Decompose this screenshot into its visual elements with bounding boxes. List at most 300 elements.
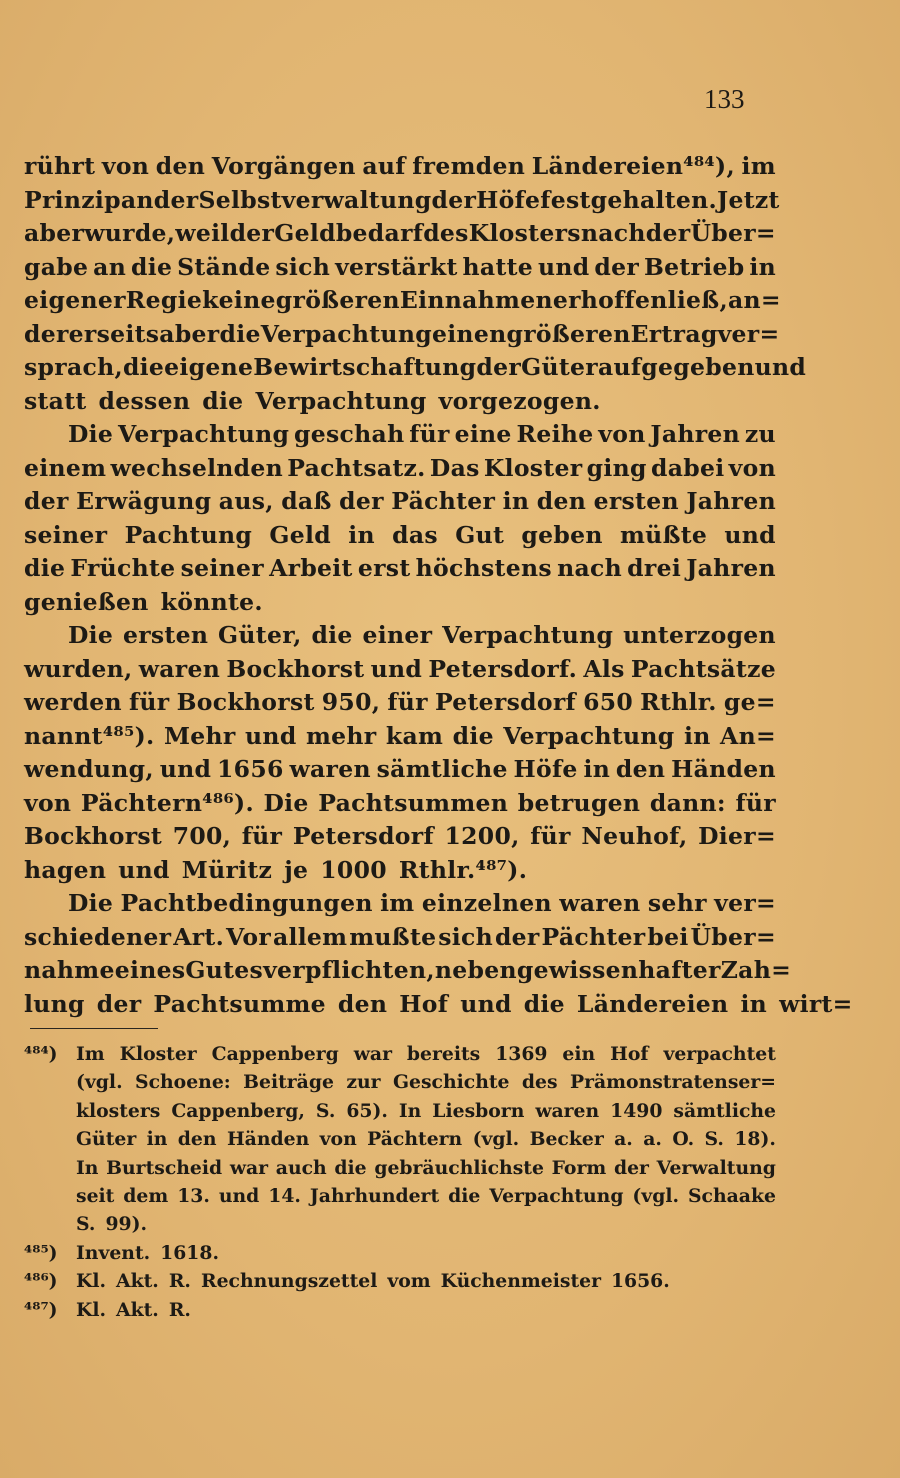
word: Das xyxy=(429,453,480,482)
word: der xyxy=(494,922,540,951)
word: Verpachtung xyxy=(260,319,432,348)
word: 13. xyxy=(177,1184,210,1207)
word: größeren xyxy=(275,286,400,314)
word: die xyxy=(334,1156,367,1179)
word: und xyxy=(118,855,170,884)
word: Rechnungszettel xyxy=(200,1270,378,1293)
text-line xyxy=(24,217,776,251)
word: aber xyxy=(24,219,85,247)
word: ging xyxy=(586,453,647,482)
word: Vorgängen xyxy=(211,152,356,180)
word: klosters xyxy=(76,1099,161,1122)
footnote-text xyxy=(76,1267,776,1295)
word: weil xyxy=(175,219,230,247)
word: Kl. xyxy=(76,1298,106,1321)
text-line xyxy=(24,753,776,787)
word: die xyxy=(131,252,173,281)
word: keine xyxy=(202,286,276,314)
word: Hof xyxy=(399,989,449,1018)
word: Ertrag xyxy=(630,319,718,348)
word: dabei xyxy=(650,453,725,482)
text-line xyxy=(24,284,781,318)
word: und xyxy=(754,353,807,381)
footnote-line xyxy=(24,1239,776,1267)
word: den xyxy=(177,1128,217,1151)
word: im xyxy=(741,152,776,180)
word: Stände xyxy=(177,252,271,281)
word: je xyxy=(284,855,309,884)
word: Cappenberg, xyxy=(171,1099,305,1122)
word: festgehalten. xyxy=(540,185,718,214)
word: Burtscheid xyxy=(106,1156,223,1179)
word: bereits xyxy=(406,1043,481,1065)
word: den xyxy=(536,487,587,515)
text-line xyxy=(24,251,776,285)
word: Jahrhundert xyxy=(309,1184,440,1207)
word: (vgl. xyxy=(472,1128,520,1151)
word: Rthlr.⁴⁸⁷). xyxy=(398,855,528,884)
word: Händen xyxy=(671,755,776,783)
word: Ländereien xyxy=(576,989,729,1018)
word: statt xyxy=(24,386,87,415)
word: Güter, xyxy=(218,621,302,649)
word: eine xyxy=(454,420,512,448)
word: Petersdorf xyxy=(292,822,434,850)
word: des xyxy=(423,219,469,247)
text-line xyxy=(24,150,776,184)
word: mehr xyxy=(306,721,377,750)
word: S. xyxy=(76,1213,96,1236)
word: erst xyxy=(357,554,411,582)
word: Prämonstratenser= xyxy=(569,1071,776,1094)
footnote-line xyxy=(24,1182,776,1210)
word: könnte. xyxy=(160,587,263,616)
word: die xyxy=(202,386,244,415)
footnote-text xyxy=(76,1040,776,1068)
word: nannt⁴⁸⁵). xyxy=(24,721,155,750)
text-line xyxy=(24,586,776,620)
word: 650 xyxy=(583,688,634,716)
footnote-marker: ⁴⁸⁷) xyxy=(24,1298,58,1321)
word: die xyxy=(448,1184,481,1207)
footnote-text xyxy=(76,1210,776,1238)
word: sich xyxy=(438,922,494,951)
word: seiner xyxy=(180,554,264,582)
word: Reihe xyxy=(516,420,594,448)
word: 99). xyxy=(105,1213,147,1236)
word: Kl. xyxy=(76,1270,106,1293)
word: allem xyxy=(272,922,348,951)
word: waren xyxy=(559,889,641,917)
word: wechselnden xyxy=(110,453,284,482)
word: Pachtsatz. xyxy=(287,453,426,482)
word: dessen xyxy=(98,386,191,415)
word: der xyxy=(613,1156,649,1179)
word: sprach, xyxy=(24,353,123,381)
word: wurden, xyxy=(24,654,133,683)
footnote-line xyxy=(24,1296,776,1324)
text-line xyxy=(24,385,776,419)
word: und xyxy=(460,989,512,1018)
word: gabe xyxy=(24,252,89,281)
word: waren xyxy=(535,1099,600,1122)
word: Akt. xyxy=(116,1270,159,1293)
footnote-marker: ⁴⁸⁵) xyxy=(24,1241,58,1264)
word: wirt= xyxy=(779,989,853,1018)
word: eines xyxy=(114,956,186,984)
word: Regie xyxy=(125,286,203,314)
word: Bewirtschaftung xyxy=(253,353,477,381)
word: Früchte xyxy=(70,554,176,582)
word: in xyxy=(348,520,375,549)
text-line xyxy=(24,720,776,754)
word: a. xyxy=(614,1128,633,1151)
word: erhoffen xyxy=(552,286,668,314)
footnote-line xyxy=(24,1097,776,1125)
footnote-text xyxy=(76,1097,776,1125)
word: schiedener xyxy=(24,922,172,951)
word: Bockhorst xyxy=(226,654,365,683)
word: eigener xyxy=(24,286,126,314)
word: 14. xyxy=(268,1184,301,1207)
word: an xyxy=(120,185,154,214)
word: Selbstverwaltung xyxy=(198,185,432,214)
word: Verpachtung xyxy=(503,721,675,750)
footnote-line xyxy=(24,1068,776,1096)
word: in xyxy=(749,252,776,281)
word: Verwaltung xyxy=(656,1156,776,1179)
text-line xyxy=(24,452,776,486)
word: dann: xyxy=(649,788,726,817)
word: S. xyxy=(315,1099,336,1122)
word: der xyxy=(431,185,477,214)
word: Müritz xyxy=(181,855,273,884)
word: Im xyxy=(76,1043,105,1065)
text-line xyxy=(24,954,792,988)
word: Pachtbedingungen xyxy=(120,889,373,917)
word: Jahren xyxy=(686,554,776,582)
word: der xyxy=(96,989,142,1018)
footnote-separator xyxy=(30,1028,158,1029)
word: Die xyxy=(263,788,309,817)
word: seiner xyxy=(24,520,108,549)
word: nach xyxy=(580,219,646,247)
word: Verpachtung xyxy=(255,386,427,415)
word: verpflichten, xyxy=(263,956,435,984)
text-line xyxy=(24,485,776,519)
word: in xyxy=(740,989,768,1018)
word: Petersdorf. xyxy=(428,654,578,683)
word: für xyxy=(128,688,170,716)
word: fremden xyxy=(412,152,526,180)
footnote-text xyxy=(76,1125,776,1153)
word: Geschichte xyxy=(392,1071,510,1094)
word: aufgegeben xyxy=(597,353,755,381)
word: Zah= xyxy=(720,956,792,984)
word: und xyxy=(159,755,212,783)
word: seit xyxy=(76,1184,115,1207)
word: R. xyxy=(168,1298,191,1321)
word: betrugen xyxy=(517,788,641,817)
word: geben xyxy=(521,520,603,549)
word: den xyxy=(615,755,666,783)
word: Neuhof, xyxy=(581,822,688,850)
word: Schaake xyxy=(687,1184,776,1207)
word: 1656 xyxy=(217,755,284,783)
word: Gutes xyxy=(185,956,264,984)
word: Als xyxy=(583,654,625,683)
text-line xyxy=(24,787,776,821)
body-text xyxy=(24,150,853,1021)
word: Verpachtung xyxy=(489,1184,624,1207)
word: bei xyxy=(647,922,689,951)
word: sämtliche xyxy=(376,755,508,783)
page-number: 133 xyxy=(704,84,745,114)
word: war xyxy=(353,1043,392,1065)
word: gewissenhafter xyxy=(516,956,721,984)
word: vom xyxy=(387,1270,431,1293)
word: an= xyxy=(727,286,781,314)
word: Invent. xyxy=(76,1241,151,1264)
word: Art. xyxy=(173,922,225,951)
footnote-text xyxy=(76,1182,776,1210)
word: dererseits xyxy=(24,319,160,348)
word: R. xyxy=(168,1270,191,1293)
word: im xyxy=(380,889,415,917)
text-line xyxy=(24,418,776,452)
word: müßte xyxy=(620,520,708,549)
word: O. xyxy=(672,1128,695,1151)
footnote-line xyxy=(24,1040,776,1068)
word: neben xyxy=(434,956,517,984)
word: Über= xyxy=(690,922,776,951)
word: nach xyxy=(557,554,622,582)
word: ver= xyxy=(714,889,776,917)
word: Pächter xyxy=(391,487,496,515)
text-line xyxy=(24,887,776,921)
word: von xyxy=(24,788,72,817)
word: und xyxy=(370,654,423,683)
word: ersten xyxy=(593,487,679,515)
text-line xyxy=(24,552,776,586)
text-line xyxy=(24,921,776,955)
word: sehr xyxy=(647,889,707,917)
word: kam xyxy=(385,721,444,750)
word: größeren xyxy=(506,319,631,348)
word: Die xyxy=(68,420,114,448)
word: der xyxy=(476,353,522,381)
word: höchstens xyxy=(415,554,552,582)
word: mußte xyxy=(349,922,437,951)
word: Jahren xyxy=(650,420,741,448)
text-line xyxy=(24,519,776,553)
word: Pachtsumme xyxy=(153,989,326,1018)
word: die xyxy=(24,554,66,582)
word: Geld xyxy=(269,520,331,549)
word: verstärkt xyxy=(335,252,458,281)
word: an xyxy=(93,252,127,281)
word: der xyxy=(645,219,691,247)
text-line xyxy=(24,820,776,854)
word: ver= xyxy=(717,319,780,348)
word: Erwägung xyxy=(76,487,212,515)
word: In xyxy=(398,1099,422,1122)
word: der xyxy=(24,487,69,515)
footnote-line xyxy=(24,1154,776,1182)
word: für xyxy=(387,688,428,716)
word: dem xyxy=(123,1184,169,1207)
word: Prinzip xyxy=(24,185,121,214)
word: Becker xyxy=(529,1128,604,1151)
word: a. xyxy=(643,1128,662,1151)
word: 1369 xyxy=(495,1043,548,1065)
word: Die xyxy=(68,889,114,917)
word: war xyxy=(229,1156,269,1179)
word: die xyxy=(219,319,261,348)
word: hatte xyxy=(462,252,534,281)
word: 65). xyxy=(346,1099,388,1122)
word: Güter xyxy=(76,1128,137,1151)
word: 1200, xyxy=(444,822,520,850)
word: die xyxy=(523,989,565,1018)
word: hagen xyxy=(24,855,107,884)
word: ein xyxy=(562,1043,596,1065)
word: vorgezogen. xyxy=(438,386,601,415)
word: ersten xyxy=(122,621,209,649)
word: Cappenberg xyxy=(211,1043,339,1065)
word: Verpachtung xyxy=(117,420,290,448)
word: für xyxy=(735,788,776,817)
word: Ländereien⁴⁸⁴), xyxy=(531,152,735,180)
word: Über= xyxy=(690,219,776,247)
word: sich xyxy=(275,252,331,281)
word: 18). xyxy=(734,1128,776,1151)
word: der xyxy=(594,252,640,281)
word: zu xyxy=(744,420,776,448)
footnote-line xyxy=(24,1210,776,1238)
word: einer xyxy=(362,621,433,649)
word: einem xyxy=(24,453,107,482)
word: Jahren xyxy=(686,487,776,515)
word: Pächter xyxy=(541,922,646,951)
word: Beiträge xyxy=(243,1071,334,1094)
word: 1000 xyxy=(320,855,387,884)
word: Einnahmen xyxy=(399,286,553,314)
word: Gut xyxy=(455,520,505,549)
footnote-marker: ⁴⁸⁴) xyxy=(24,1043,58,1065)
word: Arbeit xyxy=(269,554,353,582)
word: In xyxy=(76,1156,99,1179)
word: Güter xyxy=(521,353,598,381)
word: einzelnen xyxy=(421,889,552,917)
word: 1618. xyxy=(160,1241,219,1264)
word: Liesborn xyxy=(432,1099,525,1122)
word: eigene xyxy=(164,353,254,381)
word: 1656. xyxy=(610,1270,670,1293)
word: geschah xyxy=(294,420,405,448)
word: in xyxy=(683,721,711,750)
word: die xyxy=(452,721,494,750)
word: sämtliche xyxy=(673,1099,776,1122)
word: für xyxy=(530,822,571,850)
footnote-text xyxy=(76,1239,776,1267)
word: von xyxy=(598,420,646,448)
word: den xyxy=(337,989,388,1018)
word: ge= xyxy=(723,688,776,716)
footnote-text xyxy=(76,1068,776,1096)
word: in xyxy=(502,487,530,515)
word: 1490 xyxy=(610,1099,663,1122)
word: ließ, xyxy=(667,286,728,314)
word: An= xyxy=(720,721,776,750)
word: Dier= xyxy=(698,822,776,850)
word: Pächtern⁴⁸⁶). xyxy=(80,788,254,817)
word: und xyxy=(245,721,297,750)
word: Höfe xyxy=(513,755,578,783)
word: Vor xyxy=(225,922,272,951)
word: (vgl. xyxy=(76,1071,123,1094)
footnote-text xyxy=(76,1154,776,1182)
word: rührt xyxy=(24,152,96,180)
footnote-text xyxy=(76,1296,776,1324)
word: waren xyxy=(289,755,371,783)
word: verpachtet xyxy=(663,1043,776,1065)
word: auf xyxy=(362,152,406,180)
word: drei xyxy=(627,554,682,582)
word: Klosters xyxy=(468,219,581,247)
word: Pachtung xyxy=(124,520,253,549)
word: Kloster xyxy=(119,1043,197,1065)
word: gebräuchlichste xyxy=(374,1156,544,1179)
word: Petersdorf xyxy=(434,688,576,716)
word: Pächtern xyxy=(367,1128,463,1151)
word: Betrieb xyxy=(643,252,745,281)
word: Form xyxy=(551,1156,607,1179)
word: Küchenmeister xyxy=(440,1270,601,1293)
word: genießen xyxy=(24,587,149,616)
word: S. xyxy=(704,1128,724,1151)
text-line xyxy=(24,686,776,720)
word: der xyxy=(229,219,275,247)
word: Schoene: xyxy=(135,1071,231,1094)
word: wurde, xyxy=(84,219,176,247)
word: des xyxy=(521,1071,558,1094)
text-line xyxy=(24,988,853,1022)
word: und xyxy=(537,252,590,281)
word: von xyxy=(101,152,150,180)
word: unterzogen xyxy=(623,621,776,649)
text-line xyxy=(24,351,807,385)
word: von xyxy=(728,453,776,482)
word: daß xyxy=(281,487,332,515)
word: waren xyxy=(138,654,221,683)
word: Händen xyxy=(226,1128,310,1151)
word: Höfe xyxy=(476,185,541,214)
footnote-line xyxy=(24,1125,776,1153)
word: nahme xyxy=(24,956,115,984)
word: das xyxy=(392,520,438,549)
word: auch xyxy=(275,1156,327,1179)
word: wendung, xyxy=(24,755,154,783)
text-line xyxy=(24,653,776,687)
word: in xyxy=(583,755,611,783)
word: und xyxy=(724,520,776,549)
word: lung xyxy=(24,989,85,1018)
word: zur xyxy=(346,1071,381,1094)
word: Akt. xyxy=(116,1298,159,1321)
word: Hof xyxy=(610,1043,649,1065)
word: die xyxy=(122,353,165,381)
